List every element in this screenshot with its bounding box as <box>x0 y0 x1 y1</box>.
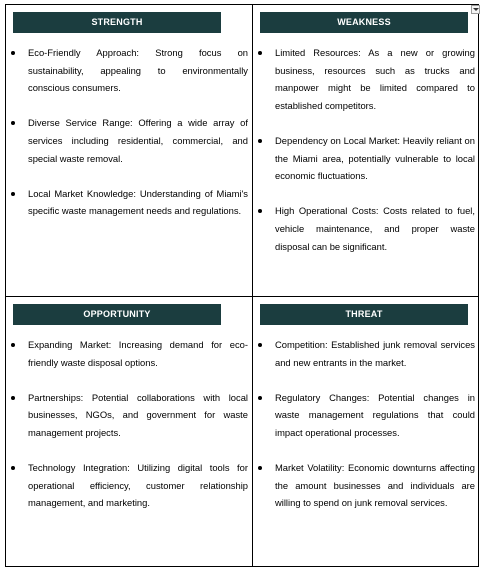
chevron-down-icon <box>473 8 479 11</box>
strength-list <box>28 44 248 238</box>
list-item: Regulatory Changes: Potential changes in waste management regulations that could impact operational processes. <box>275 389 475 442</box>
bullet-icon <box>11 396 15 400</box>
strength-cell[interactable] <box>6 5 252 296</box>
strength-header: STRENGTH <box>13 12 221 33</box>
bullet-icon <box>258 396 262 400</box>
list-item: Expanding Market: Increasing demand for eco-friendly waste disposal options. <box>28 336 248 371</box>
threat-list <box>275 336 475 530</box>
list-item: Competition: Established junk removal services and new entrants in the market. <box>275 336 475 371</box>
bullet-icon <box>258 343 262 347</box>
bullet-icon <box>11 121 15 125</box>
list-item: Eco-Friendly Approach: Strong focus on sustainability, appealing to environmentally conscious consumers. <box>28 44 248 97</box>
list-item: Local Market Knowledge: Understanding of Miami's specific waste management needs and regulations. <box>28 185 248 220</box>
bullet-icon <box>258 139 262 143</box>
list-item: Partnerships: Potential collaborations with local businesses, NGOs, and government for waste management projects. <box>28 389 248 442</box>
opportunity-cell[interactable] <box>6 297 252 567</box>
weakness-list <box>275 44 475 273</box>
list-item: High Operational Costs: Costs related to fuel, vehicle maintenance, and proper waste disposal can be significant. <box>275 202 475 255</box>
list-item: Diverse Service Range: Offering a wide array of services including residential, commercial, and special waste removal. <box>28 114 248 167</box>
cell-options-dropdown[interactable] <box>471 5 480 14</box>
bullet-icon <box>258 209 262 213</box>
threat-cell[interactable] <box>253 297 480 567</box>
bullet-icon <box>11 466 15 470</box>
list-item: Technology Integration: Utilizing digital tools for operational efficiency, customer relationship management, and marketing. <box>28 459 248 512</box>
bullet-icon <box>258 51 262 55</box>
opportunity-header: OPPORTUNITY <box>13 304 221 325</box>
bullet-icon <box>11 343 15 347</box>
bullet-icon <box>258 466 262 470</box>
swot-table <box>5 4 479 567</box>
weakness-header: WEAKNESS <box>260 12 468 33</box>
list-item: Market Volatility: Economic downturns affecting the amount businesses and individuals are willing to spend on junk removal services. <box>275 459 475 512</box>
bullet-icon <box>11 51 15 55</box>
list-item: Dependency on Local Market: Heavily reliant on the Miami area, potentially vulnerable to local economic fluctuations. <box>275 132 475 185</box>
bullet-icon <box>11 192 15 196</box>
weakness-cell[interactable] <box>253 5 480 296</box>
opportunity-list <box>28 336 248 530</box>
threat-header: THREAT <box>260 304 468 325</box>
list-item: Limited Resources: As a new or growing business, resources such as trucks and manpower might be limited compared to established competitors. <box>275 44 475 114</box>
